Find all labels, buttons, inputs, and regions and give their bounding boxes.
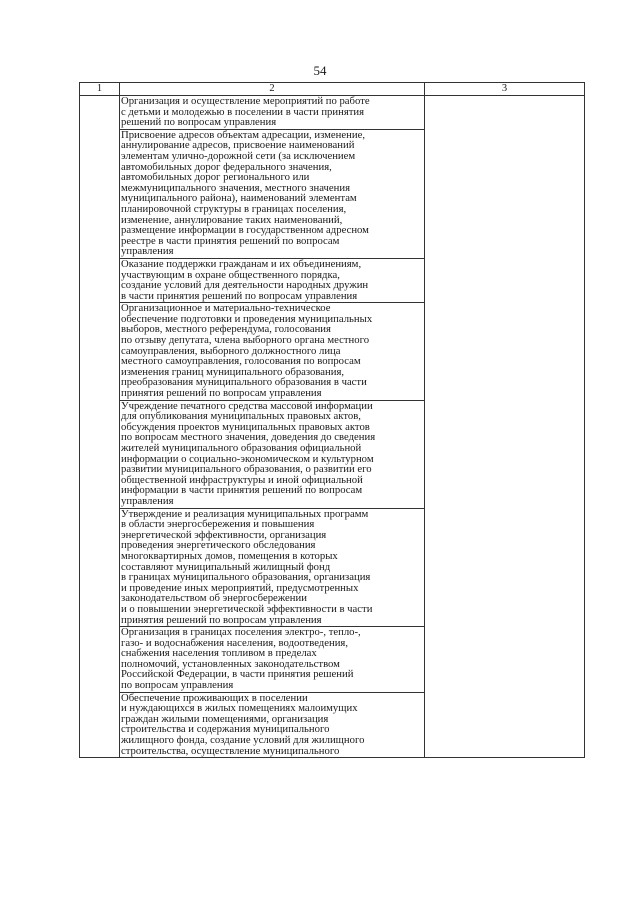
authority-cell: Организация в границах поселения электро-, тепло-, газо- и водоснабжения населения, водоотведения, снабжения населения топливом в пределах полномочий, установленных законодательством Российской Федерации, в части принятия решений по вопросам управления [120,627,425,693]
authority-cell: Учреждение печатного средства массовой информации для опубликования муниципальных правовых актов, обсуждения проектов муниципальных правовых актов по вопросам местного значения, доведения до сведения жителей муниципального образования официальной информации о социально-экономическом и культурном развитии муниципального образования, о развитии его общественной инфраструктуры и иной официальной информации в части принятия решений по вопросам управления [120,400,425,508]
authority-cell: Утверждение и реализация муниципальных программ в области энергосбережения и повышения энергетической эффективности, организация проведения энергетического обследования многоквартирных домов, помещения в которых составляют муниципальный жилищный фонд в границах муниципального образования, организация и проведение иных мероприятий, предусмотренных законодательством об энергосбережении и о повышении энергетической эффективности в части принятия решений по вопросам управления [120,508,425,627]
authority-cell: Присвоение адресов объектам адресации, изменение, аннулирование адресов, присвоение наименований элементам улично-дорожной сети (за исключением автомобильных дорог федерального значения, автомобильных дорог регионального или межмуниципального значения, местного значения муниципального района), наименований элементам планировочной структуры в границах поселения, изменение, аннулирование таких наименований, размещение информации в государственном адресном реестре в части принятия решений по вопросам управления [120,129,425,258]
column-3-header: 3 [425,83,585,96]
column-2-header: 2 [120,83,425,96]
column-3-cell [425,96,585,758]
table-header-row [80,83,585,96]
authority-cell: Организация и осуществление мероприятий по работе с детьми и молодежью в поселении в части принятия решений по вопросам управления [120,96,425,130]
authority-cell: Оказание поддержки гражданам и их объединениям, участвующим в охране общественного порядка, создание условий для деятельности народных дружин в части принятия решений по вопросам управления [120,258,425,302]
page-number: 54 [313,63,327,78]
authority-cell: Обеспечение проживающих в поселении и нуждающихся в жилых помещениях малоимущих граждан жилыми помещениями, организация строительства и содержания муниципального жилищного фонда, создание условий для жилищного строительства, осуществление муниципального [120,692,425,758]
column-1-header: 1 [80,83,120,96]
authority-cell: Организационное и материально-техническое обеспечение подготовки и проведения муниципальных выборов, местного референдума, голосования по отзыву депутата, члена выборного органа местного самоуправления, выборного должностного лица местного самоуправления, голосования по вопросам изменения границ муниципального образования, преобразования муниципального образования в части принятия решений по вопросам управления [120,303,425,400]
column-1-cell [80,96,120,758]
table-row [80,96,585,130]
authority-table [79,82,585,758]
